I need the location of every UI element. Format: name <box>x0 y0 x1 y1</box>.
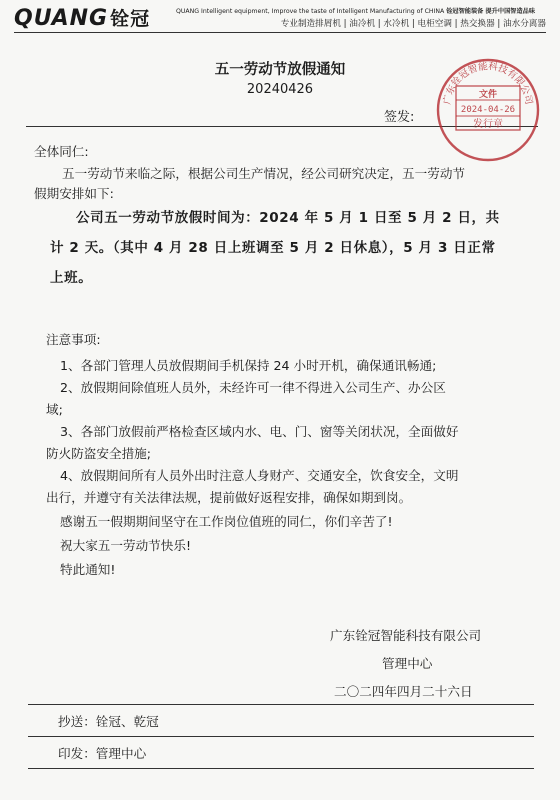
department-name: 管理中心 <box>382 656 433 671</box>
logo-latin: QUANG <box>14 6 109 31</box>
note-4-line-2: 出行，并遵守有关法律法规，提前做好返程安排，确保如期到岗。 <box>46 490 412 505</box>
note-1: 1、各部门管理人员放假期间手机保持 24 小时开机，确保通讯畅通; <box>60 358 437 373</box>
company-logo <box>14 4 150 31</box>
holiday-line-2: 计 2 天。（其中 4 月 28 日上班调至 5 月 2 日休息），5 月 3 日正常 <box>50 240 496 256</box>
notice-number: 20240426 <box>246 82 314 97</box>
notes-title: 注意事项: <box>46 332 101 347</box>
wish-line: 祝大家五一劳动节快乐! <box>60 538 191 553</box>
company-seal <box>434 56 542 164</box>
intro-line-2: 假期安排如下: <box>34 186 114 201</box>
sign-label: 签发: <box>384 110 415 125</box>
letterhead-products: 专业制造排屑机 | 油冷机 | 水冷机 | 电柜空调 | 热交换器 | 油水分离器 <box>280 19 546 29</box>
letterhead-tagline <box>176 6 535 15</box>
note-3-line-2: 防火防盗安全措施; <box>46 446 151 461</box>
greeting: 全体同仁: <box>34 144 89 159</box>
seal-status: 发行章 <box>473 119 503 130</box>
tagline-chinese: 铨冠智能装备 提升中国智造品味 <box>446 8 536 15</box>
seal-type: 文件 <box>478 90 498 100</box>
note-2-line-2: 域; <box>46 402 63 417</box>
tagline-english: QUANG Intelligent equipment, Improve the taste of Intelligent Manufacturing of CHINA <box>176 8 445 15</box>
seal-company-text: 广东铨冠智能科技有限公司 <box>441 61 535 106</box>
logo-chinese: 铨冠 <box>110 8 151 30</box>
note-2-line-1: 2、放假期间除值班人员外，未经许可一律不得进入公司生产、办公区 <box>60 380 446 395</box>
footer-divider-bottom <box>28 768 534 769</box>
footer-divider-top <box>28 704 534 705</box>
note-3-line-1: 3、各部门放假前严格检查区域内水、电、门、窗等关闭状况，全面做好 <box>60 424 459 439</box>
intro-line-1: 五一劳动节来临之际，根据公司生产情况，经公司研究决定，五一劳动节 <box>62 166 465 181</box>
letterhead-divider <box>14 32 546 33</box>
notice-title: 五一劳动节放假通知 <box>214 62 346 78</box>
holiday-line-3: 上班。 <box>50 270 93 286</box>
issue-date: 二〇二四年四月二十六日 <box>334 684 473 699</box>
holiday-line-1: 公司五一劳动节放假时间为：2024 年 5 月 1 日至 5 月 2 日，共 <box>76 210 500 226</box>
print-line: 印发：管理中心 <box>58 746 147 761</box>
seal-date: 2024-04-26 <box>460 105 516 115</box>
footer-divider-middle <box>28 736 534 737</box>
closing-line: 特此通知! <box>60 562 116 577</box>
thanks-line: 感谢五一假期期间坚守在工作岗位值班的同仁，你们辛苦了! <box>60 514 393 529</box>
cc-line: 抄送：铨冠、乾冠 <box>58 714 159 729</box>
note-4-line-1: 4、放假期间所有人员外出时注意人身财产、交通安全，饮食安全，文明 <box>60 468 459 483</box>
company-name: 广东铨冠智能科技有限公司 <box>330 628 482 643</box>
